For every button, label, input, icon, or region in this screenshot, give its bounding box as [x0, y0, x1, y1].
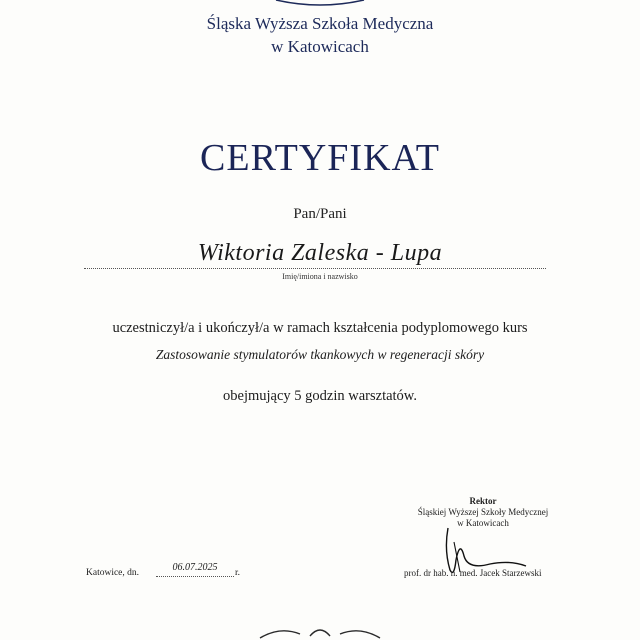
- signatory-role: Rektor: [469, 496, 497, 506]
- date-dotted-line: [156, 576, 234, 577]
- salutation: Pan/Pani: [293, 206, 347, 222]
- place-label: Katowice, dn.: [86, 568, 140, 578]
- institution-name: Śląska Wyższa Szkoła Medyczna: [206, 14, 434, 33]
- institution-logo-fragment: [272, 0, 368, 8]
- course-duration: obejmujący 5 godzin warsztatów.: [223, 388, 417, 404]
- signatory-org: Śląskiej Wyższej Szkoły Medycznej: [417, 507, 549, 517]
- recipient-name: Wiktoria Zaleska - Lupa: [197, 240, 443, 266]
- course-title: Zastosowanie stymulatorów tkankowych w regeneracji skóry: [155, 347, 485, 362]
- completion-statement: uczestniczył/a i ukończył/a w ramach kształcenia podyplomowego kurs: [112, 320, 528, 336]
- decorative-ornament-icon: [250, 620, 390, 640]
- certificate-title: CERTYFIKAT: [200, 137, 440, 179]
- name-caption: Imię/imiona i nazwisko: [282, 272, 358, 281]
- issue-date: 06.07.2025: [172, 562, 218, 573]
- date-suffix: r.: [235, 568, 241, 578]
- signatory-name: prof. dr hab. n. med. Jacek Starzewski: [404, 568, 542, 578]
- name-dotted-line: [84, 268, 546, 269]
- signatory-org-city: w Katowicach: [457, 518, 509, 528]
- institution-city: w Katowicach: [271, 37, 369, 56]
